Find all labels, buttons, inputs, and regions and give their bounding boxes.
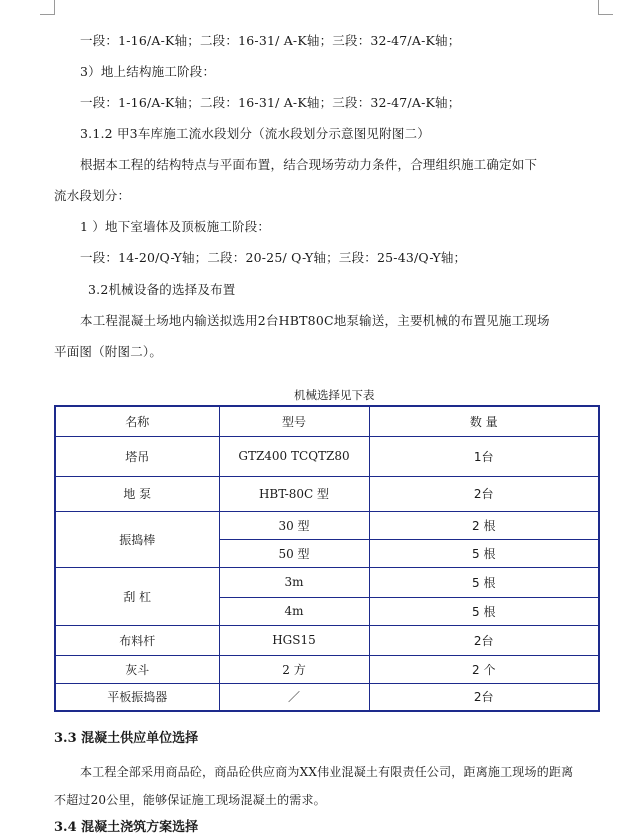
- table-row: [55, 625, 599, 655]
- equipment-quantity: 5 根: [369, 567, 599, 597]
- equipment-quantity: 2台: [369, 625, 599, 655]
- stage-1-heading: 1 ）地下室墙体及顶板施工阶段：: [80, 219, 271, 234]
- segment-line-2: 一段：1-16/A-K轴；二段：16-31/ A-K轴；三段：32-47/A-K轴；: [80, 95, 461, 110]
- table-header-row: [55, 406, 599, 436]
- paragraph-line: 本工程混凝土场地内输送拟选用2台HBT80C地泵输送，主要机械的布置见施工现场: [80, 313, 550, 328]
- equipment-model: 50 型: [219, 539, 369, 567]
- equipment-model: 3m: [219, 567, 369, 597]
- equipment-model: 30 型: [219, 511, 369, 539]
- equipment-quantity: 1台: [369, 436, 599, 476]
- equipment-model: HGS15: [219, 625, 369, 655]
- section-34-heading: 3.4 混凝土浇筑方案选择: [54, 820, 199, 835]
- subsection-312-heading: 3.1.2 甲3车库施工流水段划分（流水段划分示意图见附图二）: [80, 126, 430, 141]
- paragraph-line: 平面图（附图二）。: [54, 344, 163, 359]
- table-row: [55, 683, 599, 711]
- equipment-quantity: 5 根: [369, 539, 599, 567]
- equipment-name: 布料杆: [55, 625, 219, 655]
- section-32-heading: 3.2机械设备的选择及布置: [88, 282, 236, 297]
- equipment-model: 2 方: [219, 655, 369, 683]
- equipment-model: GTZ400 TCQTZ80: [219, 436, 369, 476]
- equipment-name: 刮 杠: [55, 567, 219, 625]
- equipment-name: 地 泵: [55, 476, 219, 511]
- equipment-model: HBT-80C 型: [219, 476, 369, 511]
- table-caption: 机械选择见下表: [294, 388, 375, 402]
- table-row: [55, 511, 599, 539]
- table-row: [55, 567, 599, 597]
- equipment-quantity: 5 根: [369, 597, 599, 625]
- segment-line-3: 一段：14-20/Q-Y轴；二段：20-25/ Q-Y轴；三段：25-43/Q-Y轴；: [80, 250, 467, 265]
- column-header-quantity: 数 量: [369, 406, 599, 436]
- equipment-quantity: 2台: [369, 476, 599, 511]
- equipment-name: 灰斗: [55, 655, 219, 683]
- page-corner-mark-left: [40, 0, 55, 15]
- table-row: [55, 476, 599, 511]
- column-header-model: 型号: [219, 406, 369, 436]
- paragraph-line: 不超过20公里，能够保证施工现场混凝土的需求。: [54, 793, 326, 807]
- page-corner-mark-right: [598, 0, 613, 15]
- table-row: [55, 655, 599, 683]
- paragraph-line: 本工程全部采用商品砼，商品砼供应商为XX伟业混凝土有限责任公司，距离施工现场的距离: [80, 765, 574, 779]
- equipment-name: 平板振捣器: [55, 683, 219, 711]
- equipment-model: ／: [219, 683, 369, 711]
- equipment-name: 振捣棒: [55, 511, 219, 567]
- column-header-name: 名称: [55, 406, 219, 436]
- equipment-quantity: 2台: [369, 683, 599, 711]
- equipment-name: 塔吊: [55, 436, 219, 476]
- section-33-heading: 3.3 混凝土供应单位选择: [54, 731, 199, 746]
- table-row: [55, 436, 599, 476]
- stage-3-heading: 3）地上结构施工阶段：: [80, 64, 216, 79]
- machinery-table: [54, 405, 600, 712]
- segment-line-1: 一段：1-16/A-K轴；二段：16-31/ A-K轴；三段：32-47/A-K轴；: [80, 33, 461, 48]
- equipment-model: 4m: [219, 597, 369, 625]
- paragraph-line: 流水段划分：: [54, 188, 131, 203]
- equipment-quantity: 2 个: [369, 655, 599, 683]
- equipment-quantity: 2 根: [369, 511, 599, 539]
- paragraph-line: 根据本工程的结构特点与平面布置，结合现场劳动力条件，合理组织施工确定如下: [80, 157, 538, 172]
